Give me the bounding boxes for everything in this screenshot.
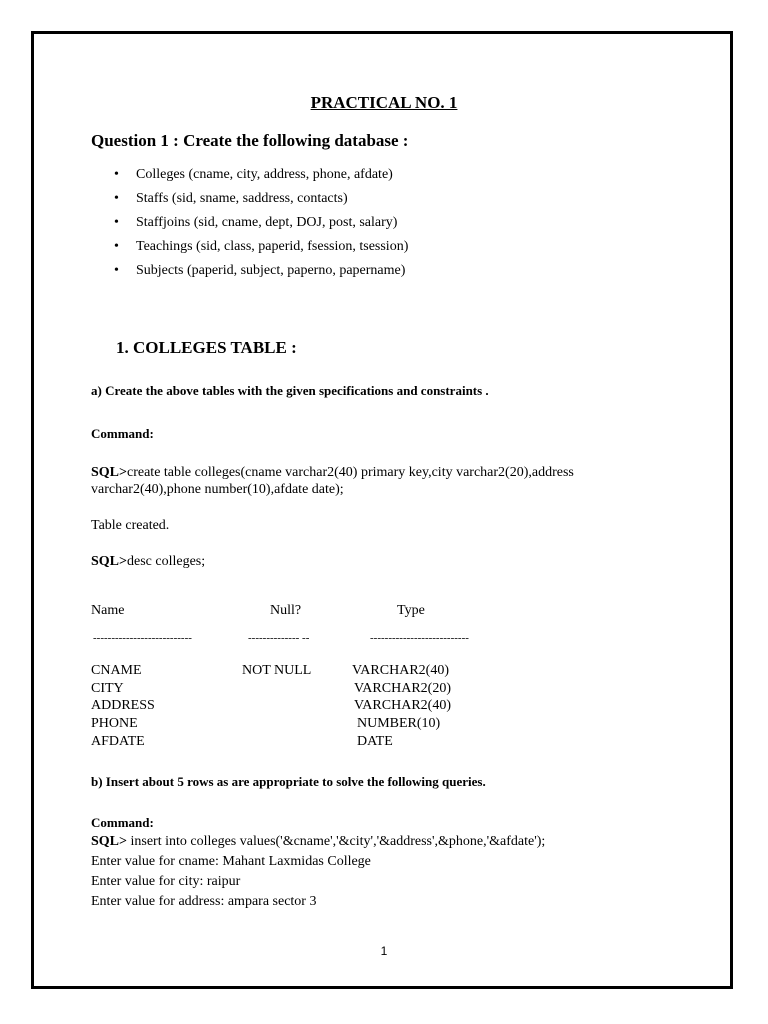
sql-create-line-1 xyxy=(91,465,574,481)
list-item: • Staffs (sid, sname, saddress, contacts) xyxy=(112,187,408,211)
part-a-heading: a) Create the above tables with the given specifications and constraints . xyxy=(91,383,489,398)
sql-desc-text: desc colleges; xyxy=(127,554,206,569)
enter-value-line: Enter value for cname: Mahant Laxmidas College xyxy=(91,854,371,869)
table-row-name: CITY xyxy=(91,681,124,696)
table-row-name: PHONE xyxy=(91,716,138,731)
table-row-name: CNAME xyxy=(91,663,142,678)
table-row-type: VARCHAR2(40) xyxy=(354,698,451,713)
list-item: • Staffjoins (sid, cname, dept, DOJ, post, salary) xyxy=(112,211,408,235)
table-row-type: VARCHAR2(20) xyxy=(354,681,451,696)
sql-insert-text: insert into colleges values('&cname','&city','&address',&phone,'&afdate'); xyxy=(127,834,546,849)
part-b-heading: b) Insert about 5 rows as are appropriate to solve the following queries. xyxy=(91,774,486,789)
sql-prompt: SQL> xyxy=(91,834,127,849)
sql-create-text: create table colleges(cname varchar2(40) primary key,city varchar2(20),address xyxy=(127,465,574,480)
table-row-type: DATE xyxy=(357,734,393,749)
separator-type: --------------------------- xyxy=(370,632,469,644)
sql-create-line-2: varchar2(40),phone number(10),afdate date); xyxy=(91,482,344,497)
column-header-name: Name xyxy=(91,603,125,618)
page-title: PRACTICAL NO. 1 xyxy=(310,93,458,112)
command-label-b: Command: xyxy=(91,815,154,830)
question-heading: Question 1 : Create the following database : xyxy=(91,131,409,150)
separator-name: --------------------------- xyxy=(93,632,192,644)
column-header-type: Type xyxy=(397,603,425,618)
sql-prompt: SQL> xyxy=(91,465,127,480)
table-row-type: NUMBER(10) xyxy=(357,716,441,731)
sql-insert-line xyxy=(91,834,545,850)
section-heading: 1. COLLEGES TABLE : xyxy=(116,338,297,357)
enter-value-line: Enter value for city: raipur xyxy=(91,874,241,889)
separator-null: -------------- -- xyxy=(248,632,310,644)
list-item: • Teachings (sid, class, paperid, fsession, tsession) xyxy=(112,235,408,259)
sql-prompt: SQL> xyxy=(91,554,127,569)
column-header-null: Null? xyxy=(270,603,302,618)
list-item: • Subjects (paperid, subject, paperno, papername) xyxy=(112,259,408,283)
table-created-result: Table created. xyxy=(91,518,170,533)
table-row-name: ADDRESS xyxy=(91,698,155,713)
sql-desc-line xyxy=(91,554,205,570)
table-row-null: NOT NULL xyxy=(242,663,312,678)
tables-list xyxy=(112,163,408,283)
command-label-a: Command: xyxy=(91,426,154,441)
table-row-name: AFDATE xyxy=(91,734,145,749)
page-number: 1 xyxy=(380,944,388,958)
table-row-type: VARCHAR2(40) xyxy=(352,663,449,678)
enter-value-line: Enter value for address: ampara sector 3 xyxy=(91,894,317,909)
list-item: • Colleges (cname, city, address, phone, afdate) xyxy=(112,163,408,187)
